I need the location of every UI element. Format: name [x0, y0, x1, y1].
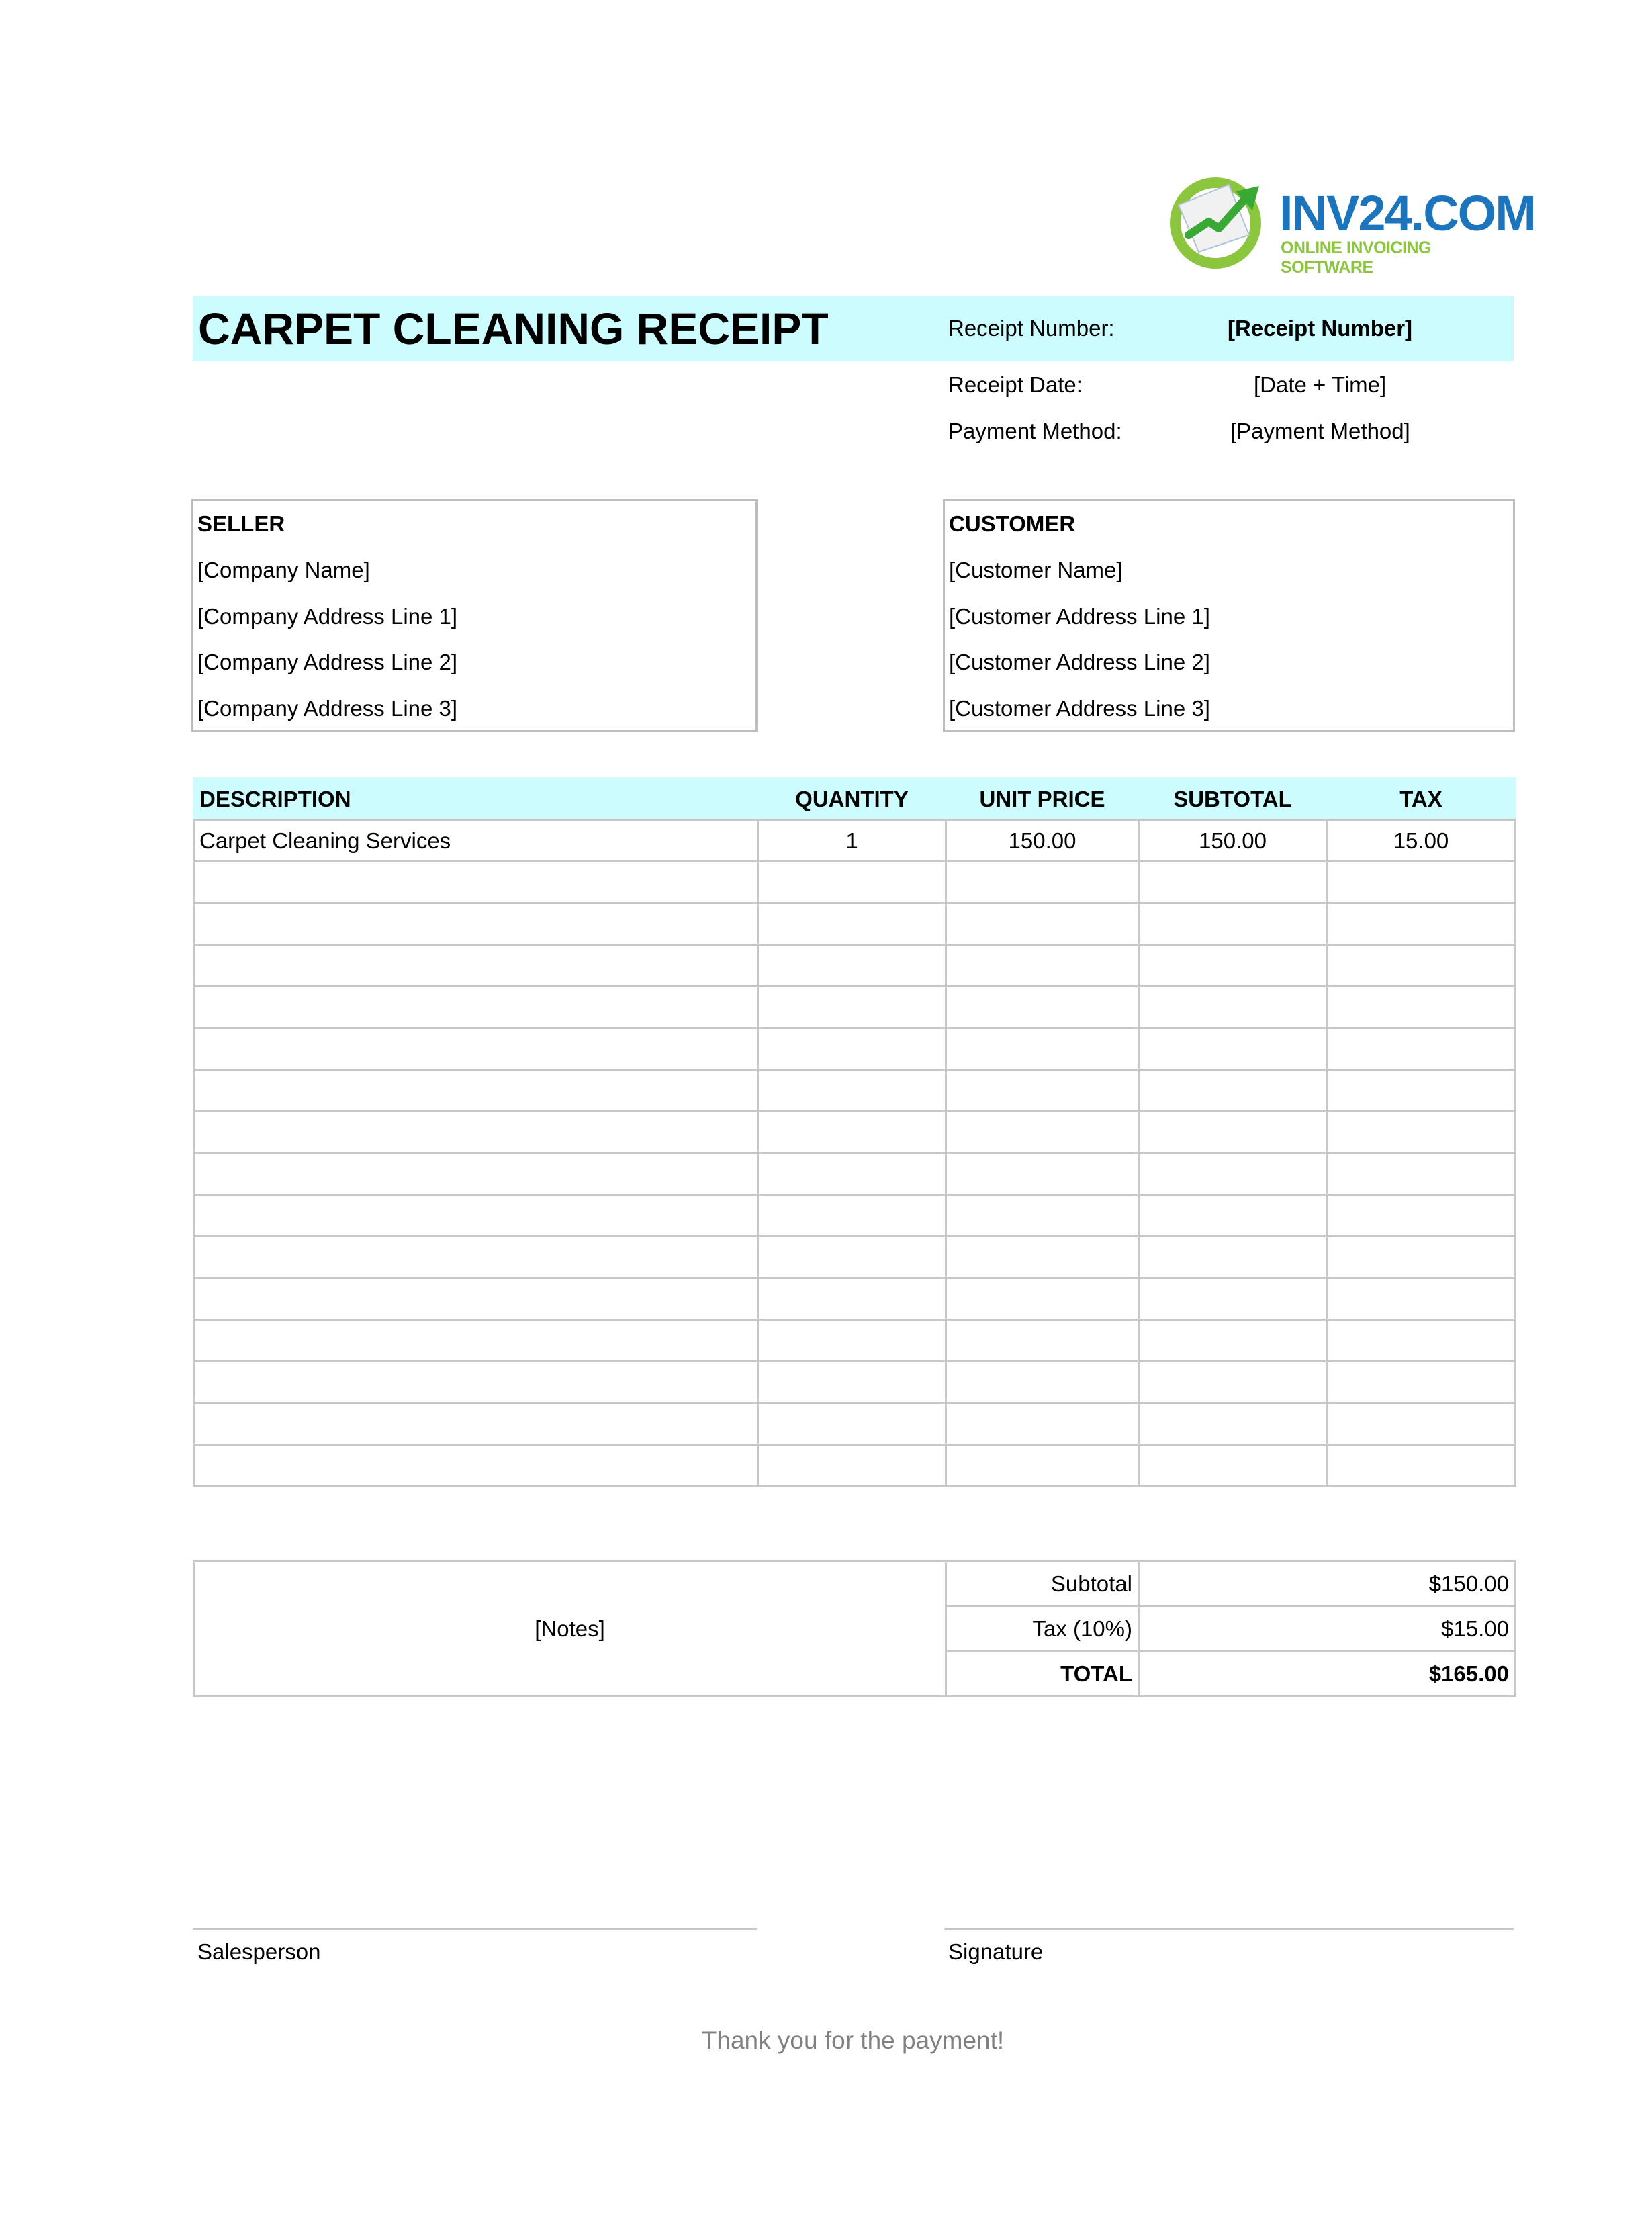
cell-subtotal	[1139, 1112, 1327, 1153]
cell-quantity	[758, 862, 946, 903]
cell-subtotal	[1139, 945, 1327, 987]
cell-subtotal	[1139, 1320, 1327, 1362]
cell-unit-price	[946, 1195, 1139, 1237]
cell-description	[194, 987, 758, 1028]
cell-unit-price	[946, 1237, 1139, 1278]
cell-description	[194, 1070, 758, 1112]
table-row	[194, 903, 1516, 945]
total-value: $165.00	[1139, 1652, 1516, 1697]
cell-tax	[1327, 1237, 1516, 1278]
table-row	[194, 987, 1516, 1028]
customer-address-line-3: [Customer Address Line 3]	[949, 696, 1210, 721]
thank-you-message: Thank you for the payment!	[701, 2027, 1005, 2054]
cell-quantity	[758, 1362, 946, 1403]
col-header-subtotal: SUBTOTAL	[1139, 779, 1327, 820]
cell-tax	[1327, 1278, 1516, 1320]
salesperson-line	[193, 1928, 757, 1930]
cell-tax	[1327, 903, 1516, 945]
cell-unit-price	[946, 1070, 1139, 1112]
subtotal-label: Subtotal	[946, 1562, 1139, 1607]
cell-quantity	[758, 1403, 946, 1445]
cell-tax	[1327, 1112, 1516, 1153]
cell-subtotal	[1139, 1445, 1327, 1487]
items-table	[193, 777, 1516, 1487]
cell-unit-price	[946, 1320, 1139, 1362]
cell-subtotal	[1139, 1403, 1327, 1445]
cell-description	[194, 1445, 758, 1487]
seller-heading: SELLER	[197, 511, 285, 536]
cell-description	[194, 1362, 758, 1403]
table-row	[194, 1403, 1516, 1445]
cell-description	[194, 1237, 758, 1278]
subtotal-value: $150.00	[1139, 1562, 1516, 1607]
cell-unit-price	[946, 987, 1139, 1028]
seller-address-line-2: [Company Address Line 2]	[197, 650, 458, 674]
table-row	[194, 1237, 1516, 1278]
table-row	[194, 1070, 1516, 1112]
total-label: TOTAL	[946, 1652, 1139, 1697]
cell-tax	[1327, 945, 1516, 987]
cell-subtotal	[1139, 1028, 1327, 1070]
cell-tax	[1327, 1320, 1516, 1362]
cell-tax	[1327, 862, 1516, 903]
signature-label: Signature	[948, 1939, 1044, 1964]
notes-cell: [Notes]	[194, 1562, 946, 1697]
totals-table	[193, 1560, 1516, 1697]
receipt-number-label: Receipt Number:	[948, 316, 1115, 341]
cell-unit-price	[946, 1153, 1139, 1195]
cell-tax	[1327, 1445, 1516, 1487]
tax-value: $15.00	[1139, 1607, 1516, 1652]
cell-unit-price	[946, 1403, 1139, 1445]
cell-unit-price: 150.00	[946, 820, 1139, 862]
cell-subtotal	[1139, 903, 1327, 945]
table-row	[194, 1320, 1516, 1362]
cell-quantity	[758, 987, 946, 1028]
cell-quantity	[758, 945, 946, 987]
cell-tax	[1327, 987, 1516, 1028]
logo-graphic-icon	[1165, 171, 1273, 269]
cell-tax	[1327, 1195, 1516, 1237]
cell-quantity	[758, 1070, 946, 1112]
cell-subtotal	[1139, 862, 1327, 903]
cell-unit-price	[946, 862, 1139, 903]
cell-subtotal	[1139, 1195, 1327, 1237]
col-header-quantity: QUANTITY	[758, 779, 946, 820]
cell-quantity	[758, 1237, 946, 1278]
cell-quantity	[758, 903, 946, 945]
cell-quantity	[758, 1278, 946, 1320]
col-header-description: DESCRIPTION	[194, 779, 758, 820]
seller-company-name: [Company Name]	[197, 558, 370, 582]
cell-description: Carpet Cleaning Services	[194, 820, 758, 862]
cell-subtotal	[1139, 1278, 1327, 1320]
cell-quantity	[758, 1445, 946, 1487]
company-logo	[1165, 171, 1535, 277]
cell-unit-price	[946, 1028, 1139, 1070]
cell-tax	[1327, 1070, 1516, 1112]
cell-quantity	[758, 1028, 946, 1070]
customer-address-line-1: [Customer Address Line 1]	[949, 604, 1210, 629]
items-header-row	[194, 779, 1516, 820]
cell-description	[194, 862, 758, 903]
cell-subtotal	[1139, 987, 1327, 1028]
cell-description	[194, 1112, 758, 1153]
cell-tax	[1327, 1153, 1516, 1195]
receipt-number-value: [Receipt Number]	[1228, 316, 1413, 341]
seller-address-line-1: [Company Address Line 1]	[197, 604, 458, 629]
cell-tax: 15.00	[1327, 820, 1516, 862]
table-row	[194, 1028, 1516, 1070]
cell-quantity: 1	[758, 820, 946, 862]
cell-quantity	[758, 1320, 946, 1362]
cell-quantity	[758, 1153, 946, 1195]
salesperson-label: Salesperson	[197, 1939, 321, 1964]
cell-unit-price	[946, 1362, 1139, 1403]
table-row	[194, 820, 1516, 862]
cell-description	[194, 1153, 758, 1195]
table-row	[194, 1195, 1516, 1237]
table-row	[194, 945, 1516, 987]
tax-label: Tax (10%)	[946, 1607, 1139, 1652]
cell-tax	[1327, 1362, 1516, 1403]
page-title: CARPET CLEANING RECEIPT	[198, 304, 829, 353]
cell-subtotal	[1139, 1070, 1327, 1112]
cell-unit-price	[946, 1278, 1139, 1320]
cell-description	[194, 945, 758, 987]
customer-address-line-2: [Customer Address Line 2]	[949, 650, 1210, 674]
cell-unit-price	[946, 945, 1139, 987]
subtotal-row	[194, 1562, 1516, 1607]
table-row	[194, 1445, 1516, 1487]
cell-subtotal	[1139, 1362, 1327, 1403]
cell-subtotal: 150.00	[1139, 820, 1327, 862]
table-row	[194, 862, 1516, 903]
cell-description	[194, 1278, 758, 1320]
table-row	[194, 1153, 1516, 1195]
seller-address-line-3: [Company Address Line 3]	[197, 696, 458, 721]
table-row	[194, 1112, 1516, 1153]
col-header-tax: TAX	[1327, 779, 1516, 820]
cell-description	[194, 1028, 758, 1070]
seller-box	[191, 499, 758, 732]
signature-line	[944, 1928, 1514, 1930]
receipt-date-label: Receipt Date:	[948, 372, 1083, 397]
cell-unit-price	[946, 903, 1139, 945]
cell-description	[194, 903, 758, 945]
cell-quantity	[758, 1112, 946, 1153]
cell-description	[194, 1403, 758, 1445]
cell-description	[194, 1195, 758, 1237]
customer-heading: CUSTOMER	[949, 511, 1076, 536]
logo-brand-text: INV24.COM	[1279, 185, 1535, 241]
customer-box	[943, 499, 1515, 732]
customer-name: [Customer Name]	[949, 558, 1123, 582]
cell-subtotal	[1139, 1153, 1327, 1195]
cell-tax	[1327, 1403, 1516, 1445]
table-row	[194, 1278, 1516, 1320]
cell-subtotal	[1139, 1237, 1327, 1278]
payment-method-value: [Payment Method]	[1230, 418, 1410, 443]
receipt-date-value: [Date + Time]	[1254, 372, 1387, 397]
cell-tax	[1327, 1028, 1516, 1070]
table-row	[194, 1362, 1516, 1403]
cell-quantity	[758, 1195, 946, 1237]
cell-unit-price	[946, 1112, 1139, 1153]
logo-tagline: ONLINE INVOICING SOFTWARE	[1281, 238, 1431, 277]
col-header-unit-price: UNIT PRICE	[946, 779, 1139, 820]
payment-method-label: Payment Method:	[948, 418, 1122, 443]
cell-unit-price	[946, 1445, 1139, 1487]
cell-description	[194, 1320, 758, 1362]
